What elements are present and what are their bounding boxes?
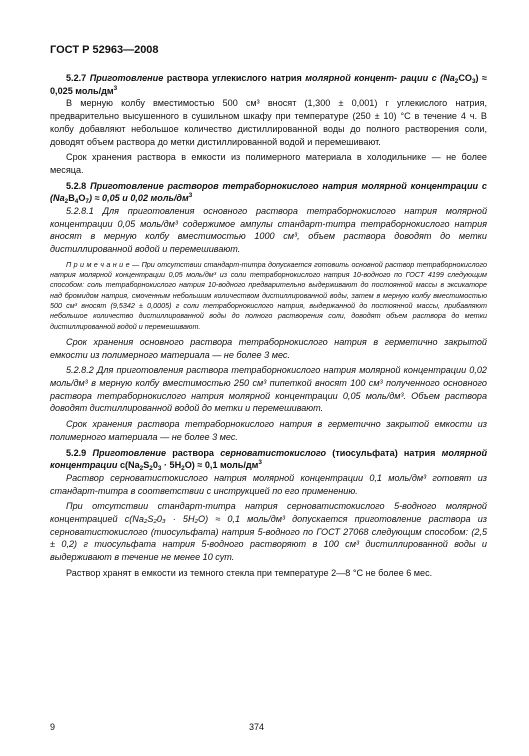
- section-5-2-9-heading: 5.2.9 Приготовление раствора серноватистокислого (тиосульфата) натрия молярной концентрации $с(Na_2S_20_3 \cdot 5H_2O) \approx 0,1$ моль/$дм^3$: [50, 447, 488, 473]
- page-number-left: 9: [50, 722, 56, 732]
- section-5-2-8-note: П р и м е ч а н и е — При отсутствии стандарт-титра допускается готовить основной раствор тетраборнокислого натрия молярной концентрации 0,05 моль/дм³ из соли тетраборнокислого натрия 10-водного по ГОСТ 4199 следующим способом: соль тетраборнокислого натрия 10-водного предварительно выдерживают до постоянной массы в эксикаторе над бромидом натрия, смоченным небольшим количеством дистиллированной воды, затем в мерную колбу вместимостью 500 см³ вносят (9,5342 ± 0,0005) г соли тетраборнокислого натрия, выдержанной до постоянной массы, прибавляют небольшое количество дистиллированной воды до полного растворения соли, доводят объем раствора до метки дистиллированной водой и перемешивают.: [50, 259, 487, 331]
- section-5-2-7-paragraph-2: Срок хранения раствора в емкости из полимерного материала в холодильнике — не более месяца.: [50, 152, 487, 175]
- section-5-2-8-1-paragraph: 5.2.8.1 Для приготовления основного раствора тетраборнокислого натрия молярной концентрации 0,05 моль/дм³ содержимое ампулы стандарт-титра тетраборнокислого натрия вносят в мерную колбу вместимостью 1000 см³, объем раствора доводят до метки дистиллированной водой и перемешивают.: [50, 206, 487, 255]
- section-5-2-8-storage-2: Срок хранения раствора тетраборнокислого натрия в герметично закрытой емкости из полимерного материала — не более 3 мес.: [50, 419, 487, 442]
- section-5-2-9-paragraph-2: При отсутствии стандарт-титра натрия серноватистокислого 5-водного молярной концентрацией с(Na₂S₂0₃ · 5H₂O) ≈ 0,1 моль/дм³ допускается приготовление раствора из серноватистокислого (тиосульфата) натрия 5-водного по ГОСТ 27068 следующим способом: (2,5 ± 0,2) г тиосульфата натрия 5-водного растворяют в 100 см³ дистиллированной воды и выдерживают в течение не менее 10 сут.: [50, 501, 487, 563]
- section-5-2-7-paragraph-1: В мерную колбу вместимостью 500 см³ вносят (1,300 ± 0,001) г углекислого натрия, предварительно высушенного в сушильном шкафу при температуре (250 ± 10) °С в течение 4 ч. В колбу добавляют небольшое количество дистиллированной воды до полного растворения соли, доводят объем раствора до метки дистиллированной водой и перемешивают.: [50, 98, 487, 147]
- document-body: [50, 72, 487, 580]
- standard-header: ГОСТ Р 52963—2008: [50, 44, 159, 56]
- section-5-2-8-storage-1: Срок хранения основного раствора тетраборнокислого натрия в герметично закрытой емкости из полимерного материала — не более 3 мес.: [50, 336, 487, 360]
- section-5-2-9-paragraph-3: Раствор хранят в емкости из темного стекла при температуре 2—8 °С не более 6 мес.: [66, 567, 433, 578]
- page-number-center: 374: [249, 722, 265, 732]
- section-5-2-8-2-paragraph: 5.2.8.2 Для приготовления раствора тетраборнокислого натрия молярной концентрации 0,02 моль/дм³ в мерную колбу вместимостью 250 см³ пипеткой вносят 100 см³ полученного основного раствора тетраборнокислого натрия молярной концентрации 0,05 моль/дм³. Объем раствора доводят дистиллированной водой до метки и перемешивают.: [50, 365, 487, 414]
- section-5-2-8-heading: 5.2.8 Приготовление растворов тетраборнокислого натрия молярной концентрации с $(Na_2B_4O_7) \approx 0,05$ и 0,02 моль/$дм^3$: [50, 180, 487, 206]
- section-5-2-9-paragraph-1: Раствор серноватистокислого натрия молярной концентрации 0,1 моль/дм³ готовят из стандарт-титра в соответствии с инструкцией по его применению.: [50, 472, 487, 496]
- section-5-2-7-heading: 5.2.7 Приготовление раствора углекислого натрия молярной концент- рации с $(Na_2CO_3) \approx 0,025$ моль/$дм^3$: [50, 73, 487, 96]
